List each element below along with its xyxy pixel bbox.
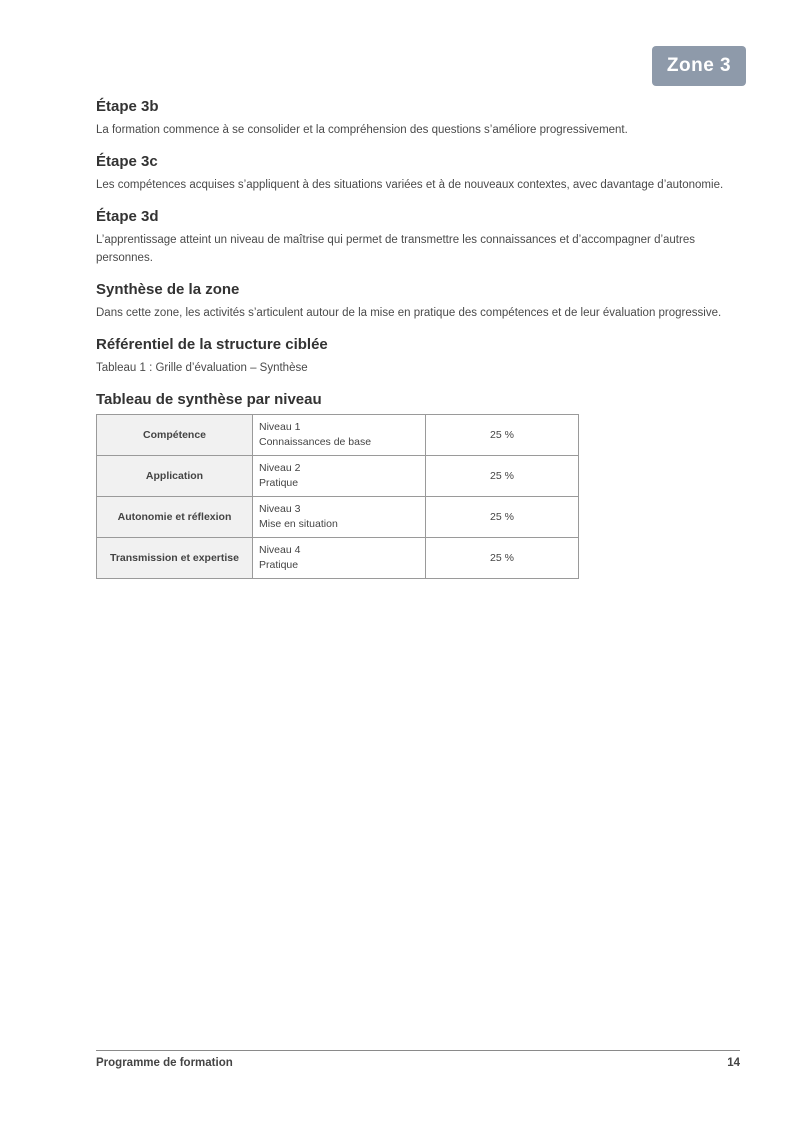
level-description: [253, 497, 426, 538]
section: [96, 281, 726, 322]
page-footer: [96, 1050, 740, 1069]
section: [96, 153, 726, 194]
section: [96, 336, 726, 377]
section-text: La formation commence à se consolider et la compréhension des questions s’améliore progressivement.: [96, 124, 628, 136]
level-name: Compétence: [97, 415, 253, 456]
table-row: [97, 497, 579, 538]
footer-title: Programme de formation: [96, 1057, 233, 1069]
table-row: [97, 456, 579, 497]
level-description-line: Niveau 2: [259, 462, 301, 474]
level-name: Autonomie et réflexion: [97, 497, 253, 538]
level-description: [253, 456, 426, 497]
level-description-line: Mise en situation: [259, 518, 338, 530]
section-text: Les compétences acquises s’appliquent à des situations variées et à de nouveaux contextes, avec davantage d’autonomie.: [96, 179, 724, 191]
levels-table: [96, 414, 579, 579]
table-section: [96, 391, 726, 579]
table-row: [97, 538, 579, 579]
section-heading: Étape 3c: [96, 153, 158, 170]
level-description: [253, 415, 426, 456]
level-value: 25 %: [426, 497, 579, 538]
table-row: [97, 415, 579, 456]
level-description-line: Niveau 4: [259, 544, 301, 556]
section-heading: Référentiel de la structure ciblée: [96, 336, 328, 353]
section: [96, 208, 726, 267]
level-description-line: Pratique: [259, 559, 299, 571]
section-text: Tableau 1 : Grille d’évaluation – Synthèse: [96, 362, 308, 374]
level-description-line: Connaissances de base: [259, 436, 372, 448]
section-text: L’apprentissage atteint un niveau de maîtrise qui permet de transmettre les connaissances et d’accompagner d’autres personnes.: [96, 234, 695, 264]
zone-badge: Zone 3: [652, 46, 746, 86]
level-description-line: Pratique: [259, 477, 299, 489]
section-heading: Étape 3d: [96, 208, 159, 225]
section: [96, 98, 726, 139]
level-description: [253, 538, 426, 579]
section-text: Dans cette zone, les activités s’articulent autour de la mise en pratique des compétences et de leur évaluation progressive.: [96, 307, 722, 319]
document-body: [96, 98, 726, 593]
page-number: 14: [727, 1057, 740, 1069]
level-name: Application: [97, 456, 253, 497]
level-description-line: Niveau 3: [259, 503, 301, 515]
level-value: 25 %: [426, 538, 579, 579]
level-value: 25 %: [426, 456, 579, 497]
section-heading: Étape 3b: [96, 98, 159, 115]
level-name: Transmission et expertise: [97, 538, 253, 579]
level-value: 25 %: [426, 415, 579, 456]
table-heading: Tableau de synthèse par niveau: [96, 391, 322, 408]
section-heading: Synthèse de la zone: [96, 281, 240, 298]
level-description-line: Niveau 1: [259, 421, 301, 433]
